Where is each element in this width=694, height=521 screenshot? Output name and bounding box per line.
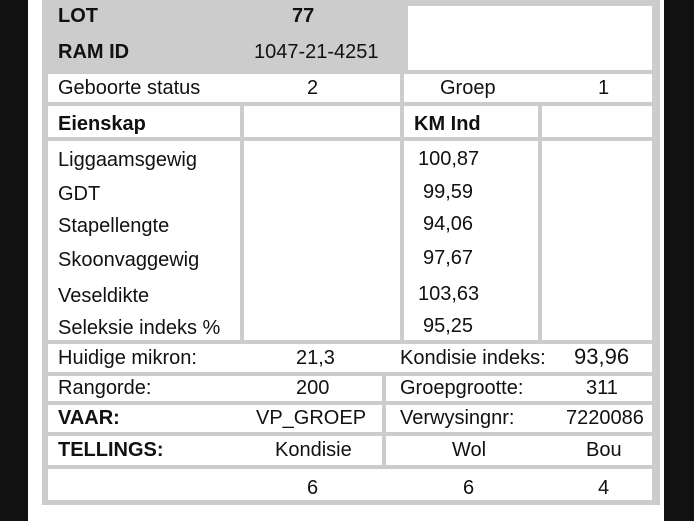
sire-label: VAAR:: [58, 407, 120, 429]
empty-body-cell-2: [542, 141, 652, 340]
condition-index-label: Kondisie indeks:: [400, 347, 546, 369]
trait-name: Seleksie indeks %: [58, 317, 221, 339]
trait-name: GDT: [58, 183, 101, 205]
rank-value: 200: [296, 377, 330, 399]
score-value-build: 4: [598, 477, 610, 499]
scores-values-row: [48, 469, 652, 500]
trait-name: Liggaamsgewig: [58, 149, 197, 171]
lot-value: 77: [292, 5, 315, 27]
group-label: Groep: [440, 77, 496, 99]
birth-status-label: Geboorte status: [58, 77, 201, 99]
trait-km-ind: 103,63: [418, 283, 480, 305]
trait-name: Veseldikte: [58, 285, 150, 307]
empty-header-cell-2: [542, 106, 652, 137]
empty-header-cell: [244, 106, 400, 137]
lot-card: [42, 0, 660, 505]
trait-km-ind: 99,59: [423, 181, 474, 203]
rank-label: Rangorde:: [58, 377, 152, 399]
group-value: 1: [598, 77, 610, 99]
scores-label: TELLINGS:: [58, 439, 164, 461]
birth-status-value: 2: [307, 77, 319, 99]
trait-name: Skoonvaggewig: [58, 249, 200, 271]
empty-body-cell: [244, 141, 400, 340]
ram-id-label: RAM ID: [58, 41, 130, 63]
km-ind-header: KM Ind: [414, 113, 481, 135]
header-blank-box: [408, 6, 652, 70]
trait-km-ind: 100,87: [418, 148, 480, 170]
condition-index-value: 93,96: [574, 344, 630, 369]
group-size-label: Groepgrootte:: [400, 377, 524, 399]
micron-label: Huidige mikron:: [58, 347, 197, 369]
score-header-condition: Kondisie: [275, 439, 352, 461]
score-value-condition: 6: [307, 477, 319, 499]
micron-value: 21,3: [296, 347, 335, 369]
trait-km-ind: 97,67: [423, 247, 474, 269]
property-header: Eienskap: [58, 113, 146, 135]
lot-label: LOT: [58, 5, 98, 27]
group-size-value: 311: [586, 377, 618, 399]
sire-value: VP_GROEP: [256, 407, 367, 429]
trait-km-ind: 95,25: [423, 315, 474, 337]
score-value-wool: 6: [463, 477, 475, 499]
reference-label: Verwysingnr:: [400, 407, 515, 429]
score-header-wool: Wol: [452, 439, 487, 461]
score-header-build: Bou: [586, 439, 622, 461]
trait-km-ind: 94,06: [423, 213, 474, 235]
reference-value: 7220086: [566, 407, 644, 429]
trait-name: Stapellengte: [58, 215, 170, 237]
ram-id-value: 1047-21-4251: [254, 41, 379, 63]
